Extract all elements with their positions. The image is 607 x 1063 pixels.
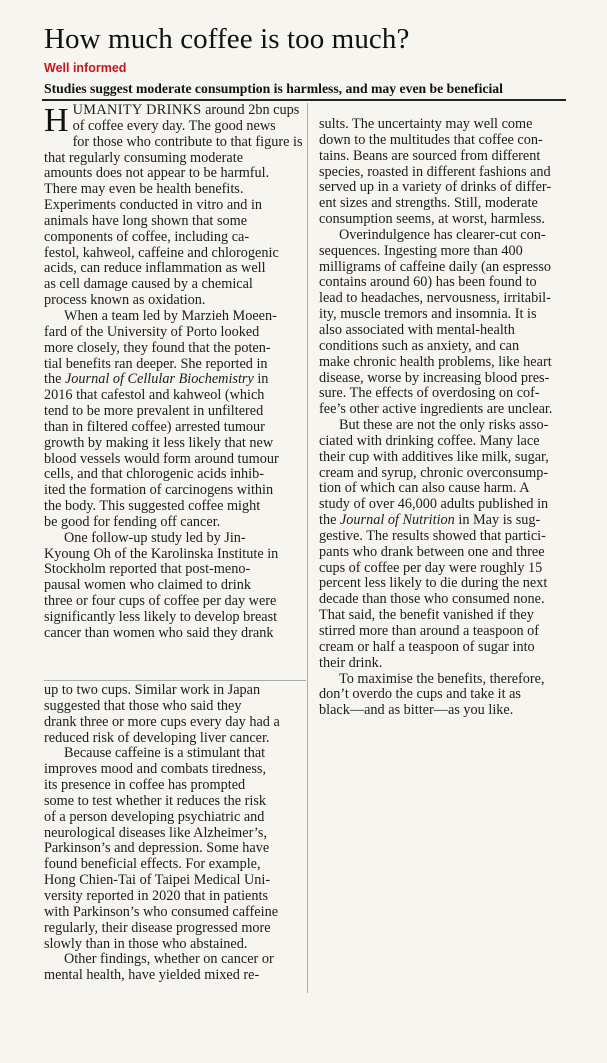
text-line: fard of the University of Porto looked xyxy=(44,323,260,340)
paragraph-4-lines xyxy=(44,746,299,952)
text-line: Because caffeine is a stimulant that xyxy=(64,745,266,762)
text-line: acids, can reduce inflammation as well xyxy=(44,260,266,277)
text-line: components of coffee, including ca- xyxy=(44,228,250,245)
text-line: animals have long shown that some xyxy=(44,212,248,229)
paragraph-7-lines-b xyxy=(319,529,575,672)
text-line: cream and syrup, chronic overconsump- xyxy=(319,464,549,481)
text-line: down to the multitudes that coffee con- xyxy=(319,131,543,148)
text-line: for those who contribute to that figure is xyxy=(72,133,303,150)
text-line: Experiments conducted in vitro and in xyxy=(44,197,263,214)
text-line: make chronic health problems, like heart xyxy=(319,353,552,370)
text-line: One follow-up study led by Jin- xyxy=(64,529,246,546)
journal-line xyxy=(44,372,299,388)
text-line: tion of which can also cause harm. A xyxy=(319,480,530,497)
text-line: their cup with additives like milk, sugar, xyxy=(319,448,549,465)
text-line: Other findings, whether on cancer or xyxy=(64,951,274,968)
paragraph-5-lines xyxy=(44,952,299,984)
text-line: cancer than women who said they drank xyxy=(44,624,274,641)
text-line: study of over 46,000 adults published in xyxy=(319,496,549,513)
text-line: regularly, their disease progressed more xyxy=(44,919,271,936)
text-line: lead to headaches, nervousness, irritabil- xyxy=(319,290,551,307)
text-line: To maximise the benefits, therefore, xyxy=(339,670,545,687)
text-line: gestive. The results showed that partici- xyxy=(319,527,546,544)
lead-paragraph xyxy=(44,102,303,309)
text-line: of coffee every day. The good news xyxy=(72,117,276,134)
text-line: When a team led by Marzieh Moeen- xyxy=(64,307,277,324)
paragraph-5-continued xyxy=(319,117,575,228)
text-line: don’t overdo the cups and take it as xyxy=(319,686,521,703)
text-line: cells, and that chlorogenic acids inhib- xyxy=(44,466,265,483)
paragraph-3-continued xyxy=(44,683,299,746)
section-kicker: Well informed xyxy=(44,61,127,75)
text-line: found beneficial effects. For example, xyxy=(44,856,261,873)
text-line: sure. The effects of overdosing on cof- xyxy=(319,385,540,402)
text-line: black—and as bitter—as you like. xyxy=(319,702,514,719)
paragraph-6-lines xyxy=(319,228,575,418)
article-column-1 xyxy=(44,102,303,642)
text-line: milligrams of caffeine daily (an espresso xyxy=(319,258,552,275)
text-line: tial benefits ran deeper. She reported in xyxy=(44,355,268,372)
text-line: festol, kahweol, caffeine and chlorogenic xyxy=(44,244,279,261)
text-line: species, roasted in different fashions and xyxy=(319,163,551,180)
text-line: significantly less likely to develop breast xyxy=(44,609,278,625)
paragraph-7-lines xyxy=(319,418,575,513)
text-line: mental health, have yielded mixed re- xyxy=(44,967,260,984)
journal-post-2: in May is sug- xyxy=(454,512,541,529)
text-line: of a person developing psychiatric and xyxy=(44,808,265,825)
text-line: ited the formation of carcinogens within xyxy=(44,482,274,499)
text-line: with Parkinson’s who consumed caffeine xyxy=(44,903,279,920)
drop-cap: H xyxy=(44,102,69,139)
article-standfirst: Studies suggest moderate consumption is harmless, and may even be beneficial xyxy=(44,81,503,96)
text-line: pants who drank between one and three xyxy=(319,543,545,560)
text-line: up to two cups. Similar work in Japan xyxy=(44,682,261,698)
column-divider xyxy=(307,103,308,993)
text-line: cups of coffee per day were roughly 15 xyxy=(319,559,543,576)
text-line: the body. This suggested coffee might xyxy=(44,498,261,515)
journal-pre: the xyxy=(44,371,65,388)
text-line: ciated with drinking coffee. Many lace xyxy=(319,432,540,449)
article-column-1-lower xyxy=(44,683,299,984)
text-line: Kyoung Oh of the Karolinska Institute in xyxy=(44,545,279,562)
text-line: blood vessels would form around tumour xyxy=(44,450,279,467)
text-line: consumption seems, at worst, harmless. xyxy=(319,211,545,228)
text-line: ity, muscle tremors and insomnia. It is xyxy=(319,306,537,323)
lead-rest: around 2bn cups xyxy=(201,102,300,118)
text-line: cream or half a teaspoon of sugar into xyxy=(319,638,535,655)
text-line: be good for fending off cancer. xyxy=(44,513,221,530)
journal-pre-2: the xyxy=(319,512,340,529)
article-column-2 xyxy=(319,117,575,719)
text-line: served up in a variety of drinks of differ- xyxy=(319,179,552,196)
text-line: three or four cups of coffee per day were xyxy=(44,593,277,610)
text-line: growth by making it less likely that new xyxy=(44,434,274,451)
text-line: improves mood and combats tiredness, xyxy=(44,761,267,778)
text-line: reduced risk of developing liver cancer. xyxy=(44,729,270,746)
journal-post: in xyxy=(253,371,269,388)
paragraph-2-lines xyxy=(44,309,299,372)
text-line: disease, worse by increasing blood pres- xyxy=(319,369,550,386)
text-line: some to test whether it reduces the risk xyxy=(44,792,267,809)
text-line: as cell damage caused by a chemical xyxy=(44,276,253,293)
text-line: There may even be health benefits. xyxy=(44,181,244,198)
text-line: than in filtered coffee) arrested tumour xyxy=(44,418,265,435)
text-line: contains around 60) has been found to xyxy=(319,274,537,291)
text-line: its presence in coffee has prompted xyxy=(44,777,246,794)
text-line: Stockholm reported that post-meno- xyxy=(44,561,251,578)
text-line: more closely, they found that the poten- xyxy=(44,339,271,356)
journal-title-2: Journal of Nutrition xyxy=(339,512,455,529)
text-line: But these are not the only risks asso- xyxy=(339,417,549,434)
text-line: drank three or more cups every day had a xyxy=(44,713,280,730)
text-line: tend to be more prevalent in unfiltered xyxy=(44,403,264,420)
text-line: decade than those who consumed none. xyxy=(319,591,545,608)
text-line: sults. The uncertainty may well come xyxy=(319,116,533,132)
text-line: Overindulgence has clearer-cut con- xyxy=(339,226,546,243)
text-line: also associated with mental-health xyxy=(319,321,515,338)
text-line: Parkinson’s and depression. Some have xyxy=(44,840,270,857)
text-line: fee’s other active ingredients are unclear. xyxy=(319,401,553,418)
paragraph-8-lines xyxy=(319,672,575,720)
text-line: stirred more than around a teaspoon of xyxy=(319,623,540,639)
text-line: percent less likely to die during the next xyxy=(319,575,548,592)
article-headline: How much coffee is too much? xyxy=(44,23,410,55)
journal-title: Journal of Cellular Biochemistry xyxy=(64,371,254,388)
lead-paragraph-lines xyxy=(44,117,303,309)
paragraph-3-lines xyxy=(44,531,299,642)
paragraph-2-lines-b xyxy=(44,388,299,531)
text-line: pausal women who claimed to drink xyxy=(44,577,251,594)
text-line: sequences. Ingesting more than 400 xyxy=(319,242,523,259)
header-rule xyxy=(42,99,566,101)
text-line: process known as oxidation. xyxy=(44,292,206,309)
text-line: ent sizes and strengths. Still, moderate xyxy=(319,195,538,212)
text-line: suggested that those who said they xyxy=(44,697,242,714)
text-line: neurological diseases like Alzheimer’s, xyxy=(44,824,267,841)
lead-line xyxy=(44,103,299,119)
column-break-rule xyxy=(44,680,306,681)
text-line: 2016 that cafestol and kahweol (which xyxy=(44,387,265,404)
text-line: versity reported in 2020 that in patients xyxy=(44,887,268,904)
lead-smallcaps: UMANITY DRINKS xyxy=(72,102,202,118)
text-line: amounts does not appear to be harmful. xyxy=(44,165,270,182)
text-line: conditions such as anxiety, and can xyxy=(319,337,520,354)
text-line: their drink. xyxy=(319,654,383,671)
text-line: tains. Beans are sourced from different xyxy=(319,147,541,164)
text-line: that regularly consuming moderate xyxy=(44,149,244,166)
text-line: slowly than in those who abstained. xyxy=(44,935,248,952)
text-line: Hong Chien-Tai of Taipei Medical Uni- xyxy=(44,872,271,889)
journal-line-2 xyxy=(319,513,575,529)
text-line: That said, the benefit vanished if they xyxy=(319,607,534,624)
